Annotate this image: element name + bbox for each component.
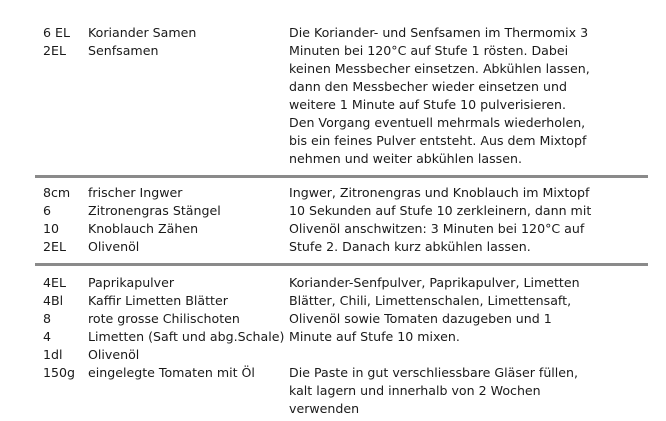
ingredient-quantity: 10 — [43, 221, 60, 236]
ingredient-row — [43, 184, 283, 202]
ingredient-name: Olivenöl — [88, 347, 140, 362]
ingredient-quantity: 2EL — [43, 43, 66, 58]
ingredient-quantity: 150g — [43, 365, 76, 380]
ingredient-name: Koriander Samen — [88, 25, 197, 40]
instruction-block — [289, 274, 594, 418]
ingredient-row — [43, 346, 283, 364]
ingredient-list — [43, 24, 283, 60]
ingredient-row — [43, 42, 283, 60]
ingredient-quantity: 8 — [43, 311, 52, 326]
instruction-text: Koriander-Senfpulver, Paprikapulver, Limetten Blätter, Chili, Limettenschalen, Limettensaft, Olivenöl sowie Tomaten dazugeben und 1 Minute auf Stufe 10 mixen. — [289, 275, 580, 344]
ingredient-name: Knoblauch Zähen — [88, 221, 199, 236]
ingredient-quantity: 4Bl — [43, 293, 64, 308]
ingredient-name: Limetten (Saft und abg.Schale) — [88, 329, 285, 344]
ingredient-row — [43, 292, 283, 310]
ingredient-row — [43, 202, 283, 220]
ingredient-quantity: 6 — [43, 203, 52, 218]
instruction-text: Die Paste in gut verschliessbare Gläser füllen, kalt lagern und innerhalb von 2 Wochen verwenden — [289, 365, 579, 416]
ingredient-quantity: 1dl — [43, 347, 63, 362]
ingredient-name: eingelegte Tomaten mit Öl — [88, 365, 255, 380]
ingredient-row — [43, 328, 283, 346]
ingredient-row — [43, 310, 283, 328]
ingredient-name: Paprikapulver — [88, 275, 175, 290]
recipe-section-aromatics — [0, 184, 666, 260]
instruction-text: Ingwer, Zitronengras und Knoblauch im Mixtopf 10 Sekunden auf Stufe 10 zerkleinern, dann mit Olivenöl anschwitzen: 3 Minuten bei 120°C auf Stufe 2. Danach kurz abkühlen lassen. — [289, 185, 592, 254]
recipe-section-paste — [0, 274, 666, 416]
ingredient-row — [43, 24, 283, 42]
section-divider — [35, 263, 648, 266]
instruction-block — [289, 24, 594, 168]
ingredient-name: Senfsamen — [88, 43, 159, 58]
ingredient-name: rote grosse Chilischoten — [88, 311, 240, 326]
ingredient-quantity: 4EL — [43, 275, 66, 290]
ingredient-row — [43, 364, 283, 382]
ingredient-list — [43, 184, 283, 256]
ingredient-name: Zitronengras Stängel — [88, 203, 221, 218]
ingredient-quantity: 2EL — [43, 239, 66, 254]
ingredient-quantity: 4 — [43, 329, 52, 344]
ingredient-row — [43, 220, 283, 238]
recipe-section-spice-powder — [0, 24, 666, 174]
ingredient-name: Kaffir Limetten Blätter — [88, 293, 228, 308]
ingredient-quantity: 8cm — [43, 185, 71, 200]
ingredient-quantity: 6 EL — [43, 25, 70, 40]
ingredient-name: frischer Ingwer — [88, 185, 183, 200]
ingredient-list — [43, 274, 283, 382]
ingredient-row — [43, 274, 283, 292]
section-divider — [35, 175, 648, 178]
instruction-block — [289, 184, 594, 256]
instruction-text: Die Koriander- und Senfsamen im Thermomix 3 Minuten bei 120°C auf Stufe 1 rösten. Dabei keinen Messbecher einsetzen. Abkühlen lassen, dann den Messbecher wieder einsetzen und weitere 1 Minute auf Stufe 10 pulverisieren. Den Vorgang eventuell mehrmals wiederholen, bis ein feines Pulver entsteht. Aus dem Mixtopf nehmen und weiter abkühlen lassen. — [289, 25, 590, 166]
ingredient-name: Olivenöl — [88, 239, 140, 254]
ingredient-row — [43, 238, 283, 256]
